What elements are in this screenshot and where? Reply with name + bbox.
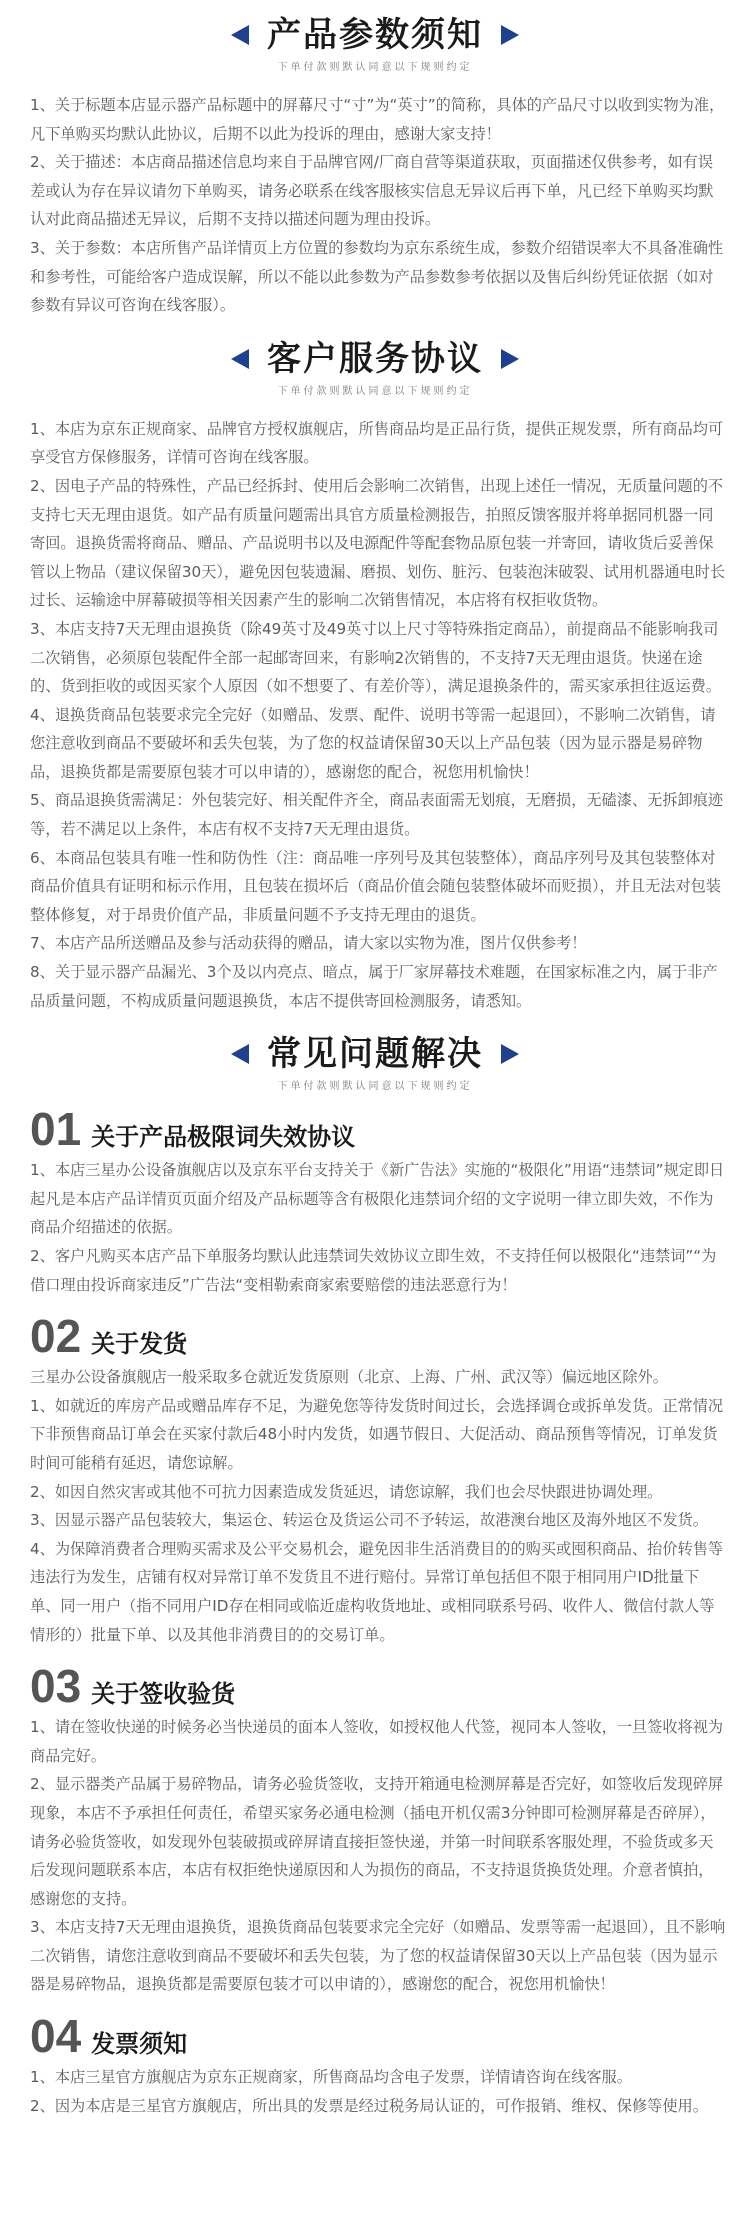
section-title: 产品参数须知: [267, 15, 483, 55]
faq-body-04: [0, 2061, 750, 2120]
section-body-service-agreement: [0, 397, 750, 1015]
faq-number: 02: [30, 1310, 82, 1363]
paragraph: 3、因显示器产品包装较大，集运仓、转运仓及货运公司不予转运，故港澳台地区及海外地区不发货。: [30, 1511, 708, 1530]
faq-title-04: [0, 1999, 750, 2061]
section-title-row: [0, 1033, 750, 1075]
faq-label: 关于签收验货: [91, 1680, 236, 1709]
section-header-product-params: [0, 0, 750, 73]
faq-number: 01: [30, 1103, 82, 1156]
section-header-faq: [0, 1015, 750, 1092]
section-body-product-params: [0, 73, 750, 320]
paragraph: 6、本商品包装具有唯一性和防伪性（注：商品唯一序列号及其包装整体），商品序列号及其包装整体对商品价值具有证明和标示作用，且包装在损坏后（商品价值会随包装整体破坏而贬损），并且无法对包装整体修复，对于昂贵价值产品，非质量问题不予支持无理由的退货。: [30, 848, 722, 924]
paragraph: 4、退换货商品包装要求完全完好（如赠品、发票、配件、说明书等需一起退回），不影响二次销售，请您注意收到商品不要破坏和丢失包装，为了您的权益请保留30天以上产品包装（因为显示器是易碎物品，退换货都是需要原包装才可以申请的），感谢您的配合，祝您用机愉快！: [30, 705, 716, 781]
paragraph: 1、本店为京东正规商家、品牌官方授权旗舰店，所售商品均是正品行货，提供正规发票，所有商品均可享受官方保修服务，详情可咨询在线客服。: [30, 419, 724, 467]
paragraph: 1、如就近的库房产品或赠品库存不足，为避免您等待发货时间过长，会选择调仓或拆单发货。正常情况下非预售商品订单会在买家付款后48小时内发货，如遇节假日、大促活动、商品预售等情况，订单发货时间可能稍有延迟，请您谅解。: [30, 1396, 724, 1472]
paragraph: 8、关于显示器产品漏光、3个及以内亮点、暗点，属于厂家屏幕技术难题，在国家标准之内，属于非产品质量问题，不构成质量问题退换货，本店不提供寄回检测服务，请悉知。: [30, 963, 718, 1010]
paragraph: 2、关于描述：本店商品描述信息均来自于品牌官网/厂商自营等渠道获取，页面描述仅供参考，如有误差或认为存在异议请勿下单购买，请务必联系在线客服核实信息无异议后再下单，凡已经下单购买均默认对此商品描述无异议，后期不支持以描述问题为理由投诉。: [30, 153, 714, 229]
paragraph: 3、本店支持7天无理由退换货（除49英寸及49英寸以上尺寸等特殊指定商品），前提商品不能影响我司二次销售，必须原包装配件全部一起邮寄回来，有影响2次销售的，不支持7天无理由退货。快递在途的、货到拒收的或因买家个人原因（如不想要了、有差价等），满足退换条件的，需买家承担往返运费。: [30, 619, 722, 696]
paragraph: 3、本店支持7天无理由退换货，退换货商品包装要求完全完好（如赠品、发票等需一起退回），且不影响二次销售，请您注意收到商品不要破坏和丢失包装，为了您的权益请保留30天以上产品包装（因为显示器是易碎物品，退换货都是需要原包装才可以申请的），感谢您的配合，祝您用机愉快！: [30, 1918, 726, 1994]
faq-body-03: [0, 1711, 750, 1999]
paragraph: 2、如因自然灾害或其他不可抗力因素造成发货延迟，请您谅解，我们也会尽快跟进协调处理。: [30, 1482, 663, 1501]
section-subtitle: 下单付款则默认同意以下规则约定: [277, 1081, 473, 1093]
paragraph: 2、显示器类产品属于易碎物品，请务必验货签收，支持开箱通电检测屏幕是否完好，如签收后发现碎屏现象，本店不予承担任何责任，希望买家务必通电检测（插电开机仅需3分钟即可检测屏幕是否碎屏），请务必验货签收，如发现外包装破损或碎屏请直接拒签快递，并第一时间联系客服处理，不验货或多天后发现问题联系本店，本店有权拒绝快递原因和人为损伤的商品，不支持退货换货处理。介意者慎拍，感谢您的支持。: [30, 1775, 724, 1908]
triangle-right-icon: [501, 25, 519, 45]
triangle-right-icon: [501, 1044, 519, 1064]
triangle-left-icon: [231, 25, 249, 45]
faq-label: 发票须知: [91, 2030, 188, 2059]
paragraph: 1、本店三星官方旗舰店为京东正规商家，所售商品均含电子发票，详情请咨询在线客服。: [30, 2068, 632, 2087]
faq-title-01: [0, 1092, 750, 1154]
paragraph: 三星办公设备旗舰店一般采取多仓就近发货原则（北京、上海、广州、武汉等）偏远地区除外。: [30, 1368, 668, 1387]
faq-body-02: [0, 1361, 750, 1649]
section-title-row: [0, 338, 750, 380]
section-title-row: [0, 14, 750, 56]
faq-number: 04: [30, 2010, 82, 2063]
paragraph: 1、关于标题本店显示器产品标题中的屏幕尺寸“寸”为“英寸”的简称，具体的产品尺寸以收到实物为准，凡下单购买均默认此协议，后期不以此为投诉的理由，感谢大家支持！: [30, 96, 725, 143]
faq-title-02: [0, 1299, 750, 1361]
paragraph: 2、客户凡购买本店产品下单服务均默认此违禁词失效协议立即生效，不支持任何以极限化“违禁词”“为借口理由投诉商家违反”广告法“变相勒索商家索要赔偿的违法恶意行为！: [30, 1247, 717, 1294]
paragraph: 1、请在签收快递的时候务必当快递员的面本人签收，如授权他人代签，视同本人签收，一旦签收将视为商品完好。: [30, 1718, 724, 1765]
triangle-left-icon: [231, 1044, 249, 1064]
section-subtitle: 下单付款则默认同意以下规则约定: [277, 62, 473, 73]
paragraph: 4、为保障消费者合理购买需求及公平交易机会，避免因非生活消费目的的购买或囤积商品、抬价转售等违法行为发生，店铺有权对异常订单不发货且不进行赔付。异常订单包括但不限于相同用户ID批量下单、同一用户（指不同用户ID存在相同或临近虚构收货地址、或相同联系号码、收件人、微信付款人等情形的）批量下单、以及其他非消费目的的交易订单。: [30, 1539, 724, 1644]
section-title: 常见问题解决: [267, 1034, 483, 1075]
paragraph: 2、因电子产品的特殊性，产品已经拆封、使用后会影响二次销售，出现上述任一情况，无质量问题的不支持七天无理由退货。如产品有质量问题需出具官方质量检测报告，拍照反馈客服并将单据同机器一同寄回。退换货需将商品、赠品、产品说明书以及电源配件等配套物品原包装一并寄回，请收货后妥善保管以上物品（建议保留30天），避免因包装遗漏、磨损、划伤、脏污、包装泡沫破裂、试用机器通电时长过长、运输途中屏幕破损等相关因素产生的影响二次销售情况，本店将有权拒收货物。: [30, 476, 726, 610]
triangle-right-icon: [501, 349, 519, 369]
paragraph: 5、商品退换货需满足：外包装完好、相关配件齐全，商品表面需无划痕，无磨损，无磕漆、无拆卸痕迹等，若不满足以上条件，本店有权不支持7天无理由退货。: [30, 791, 724, 839]
faq-body-01: [0, 1154, 750, 1299]
faq-title-03: [0, 1649, 750, 1711]
triangle-left-icon: [231, 349, 249, 369]
faq-number: 03: [30, 1660, 82, 1713]
section-title: 客户服务协议: [267, 338, 483, 379]
paragraph: 1、本店三星办公设备旗舰店以及京东平台支持关于《新广告法》实施的“极限化”用语“违禁词”规定即日起凡是本店产品详情页页面介绍及产品标题等含有极限化违禁词介绍的文字说明一律立即失效，不作为商品介绍描述的依据。: [30, 1161, 725, 1237]
faq-label: 关于发货: [91, 1330, 188, 1359]
section-subtitle: 下单付款则默认同意以下规则约定: [277, 385, 473, 397]
paragraph: 7、本店产品所送赠品及参与活动获得的赠品，请大家以实物为准，图片仅供参考！: [30, 934, 587, 953]
paragraph: 2、因为本店是三星官方旗舰店，所出具的发票是经过税务局认证的，可作报销、维权、保修等使用。: [30, 2096, 708, 2115]
faq-label: 关于产品极限词失效协议: [91, 1123, 356, 1152]
section-header-service-agreement: [0, 320, 750, 397]
paragraph: 3、关于参数：本店所售产品详情页上方位置的参数均为京东系统生成，参数介绍错误率大不具备准确性和参考性，可能给客户造成误解，所以不能以此参数为产品参数参考依据以及售后纠纷凭证依据（如对参数有异议可咨询在线客服）。: [30, 238, 724, 315]
